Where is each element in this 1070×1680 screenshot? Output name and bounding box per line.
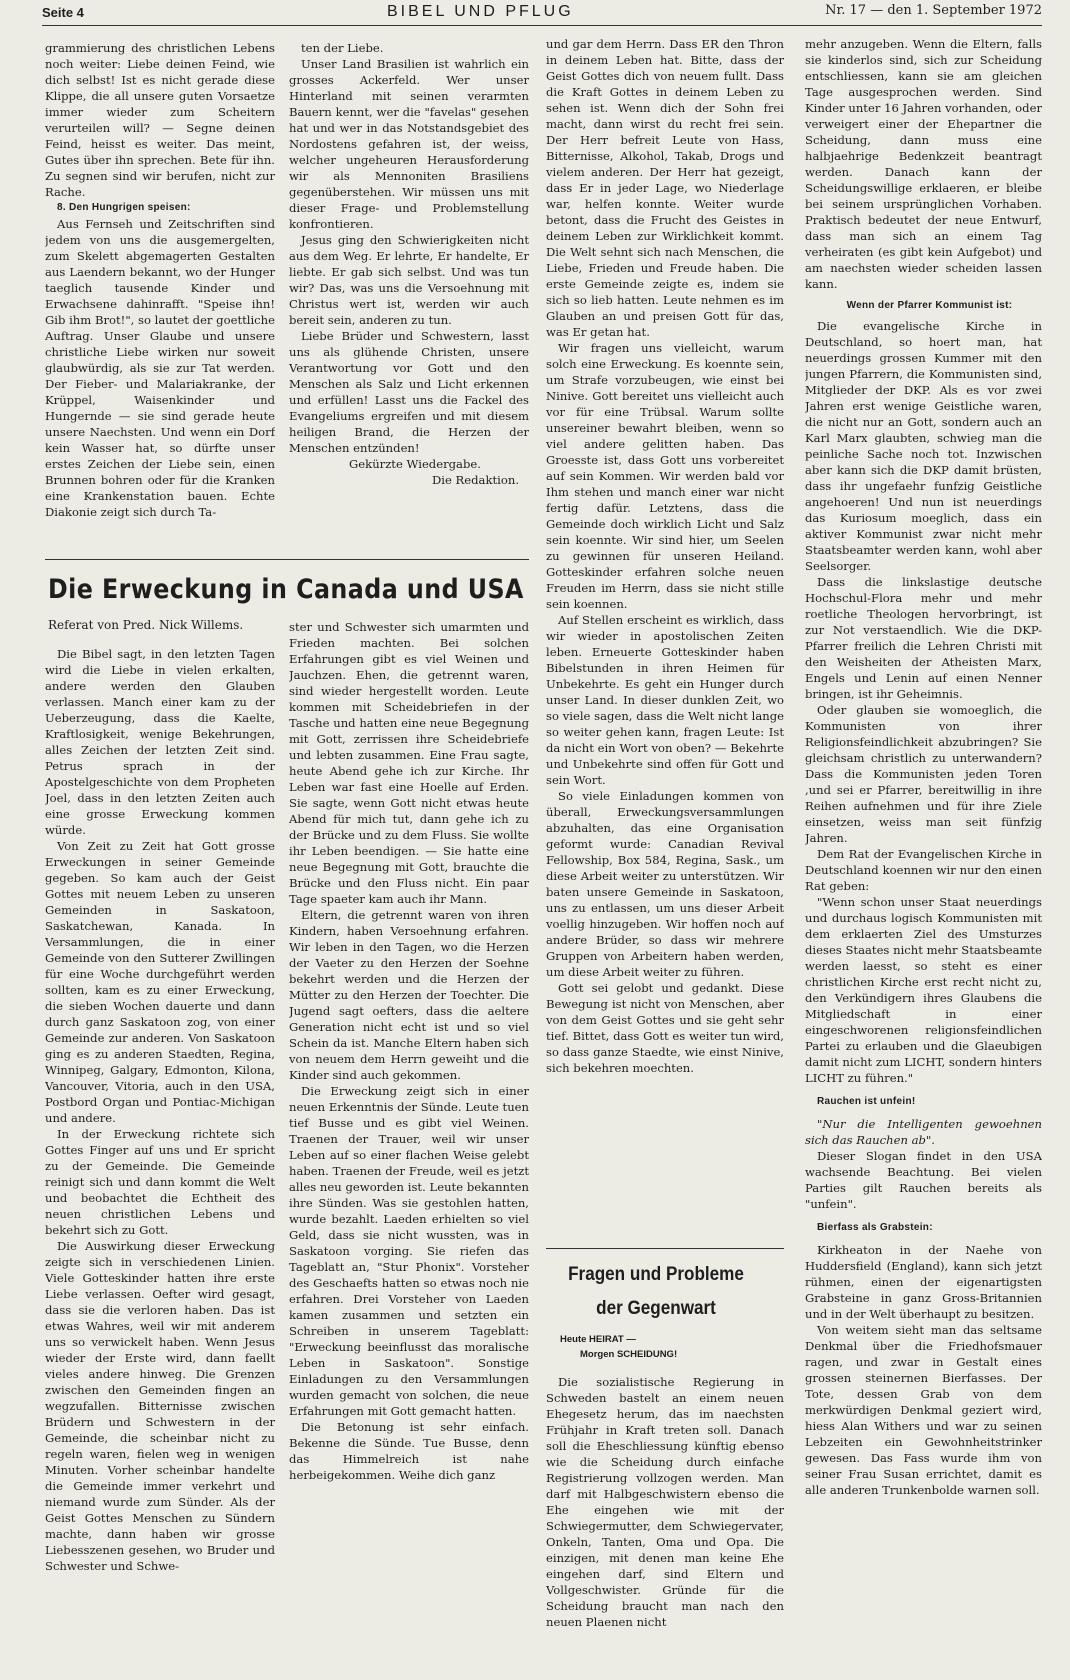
paragraph: Jesus ging den Schwierigkeiten nicht aus dem Weg. Er lehrte, Er handelte, Er liebte. Er gab sich selbst. Und was tun wir? Das, was uns die Versoehnung mit Christus wert ist, werden wir auch bereit sein, anderen zu tun.	[289, 233, 529, 327]
signature: Die Redaktion.	[432, 473, 519, 487]
paragraph: In der Erweckung richtete sich Gottes Finger auf uns und Er spricht zu der Gemeinde. Die Gemeinde reinigt sich und dann kommt die Welt und beobachtet die Echtheit des neuen christlichen Lebens und bekehrt sich zu Gott.	[45, 1127, 275, 1237]
article-headline: Die Erweckung in Canada und USA	[48, 574, 524, 605]
section-rule	[45, 559, 529, 560]
column-1-bottom	[45, 646, 275, 1650]
paragraph: Die Auswirkung dieser Erweckung zeigte sich in verschiedenen Linien. Viele Gotteskinder hatten ihre erste Liebe verlassen. Oefter wird gesagt, dass sie die verloren haben. Das ist etwas Wahres, weil wir mit anderem uns so verwickelt haben. Wenn Jesus wieder der Erste wird, dann faellt vieles andere hinweg. Die Grenzen zwischen den Gemeinden fingen an wegzufallen. Bitternisse zwischen Brüdern und Schwestern in der Gemeinde, die scheinbar nicht zu regeln waren, fielen weg in wenigen Minuten. Vorher scheinbar handelte die Gemeinde immer verkehrt und niemand wurde zum Sünder. Als der Geist Gottes Menschen zu Sündern machte, dann haben wir grosse Liebesszenen gesehen, wo Bruder und Schwester und Schwe-	[45, 1239, 275, 1573]
section-subhead: 8. Den Hungrigen speisen:	[57, 202, 191, 213]
section-subhead: Bierfass als Grabstein:	[817, 1222, 933, 1233]
box-subhead-1: Heute HEIRAT —	[560, 1334, 636, 1345]
paragraph: ster und Schwester sich umarmten und Frieden machten. Bei solchen Erfahrungen gibt es viel Weinen und Jauchzen. Ehen, die getrennt waren, sind wieder hergestellt worden. Leute kommen mit Scheidebriefen in der Tasche und hatten eine neue Begegnung mit Gott, zerrissen ihre Scheidebriefe und lebten zusammen. Eine Frau sagte, heute Abend gehe ich zur Kirche. Ihr Leben war fast eine Hoelle auf Erden. Sie sagte, wenn Gott nicht etwas heute Abend für mich tut, dann gehe ich zu der Brücke und zu dem Fluss. Sie wollte ihr Leben beendigen. — Sie hatte eine neue Begegnung mit Gott, brauchte die Brücke und den Fluss nicht. Ein paar Tage spaeter kam auch ihr Mann.	[289, 620, 529, 906]
box-rule	[546, 1248, 784, 1249]
paragraph: "Wenn schon unser Staat neuerdings und durchaus logisch Kommunisten mit dem erklaerten Ziel des Umsturzes dieses Staates nicht mehr Staatsbeamte werden laesst, so steht es einer christlichen Kirche erst recht nicht zu, den Verkündigern ihres Glaubens die Mitgliedschaft in einer eingeschworenen religionsfeindlichen Partei zu erlauben und die Glaeubigen damit nicht zum LICHT, sondern hinters LICHT zu führen."	[805, 895, 1042, 1085]
paragraph: Die sozialistische Regierung in Schweden bastelt an einem neuen Ehegesetz herum, das im naechsten Frühjahr in Kraft treten soll. Danach soll die Eheschliessung künftig ebenso wie die Scheidung durch einfache Registrierung vollzogen werden. Man darf mit Halbgeschwistern ebenso die Ehe eingehen wie mit der Schwiegermutter, dem Schwiegervater, Onkeln, Tanten, Oma und Opa. Die einzigen, mit denen man keine Ehe eingehen darf, sind Eltern und Vollgeschwister. Gründe für die Scheidung braucht man nach den neuen Plaenen nicht	[546, 1375, 784, 1629]
box-column	[546, 1374, 784, 1654]
paragraph: Liebe Brüder und Schwestern, lasst uns als glühende Christen, unsere Verantwortung vor Gott und den Menschen als Salz und Licht erkennen und erfüllen! Lasst uns die Fackel des Evangeliums ergreifen und mit diesem heiligen Brand, die Herzen der Menschen entzünden!	[289, 329, 529, 455]
paragraph: Wir fragen uns vielleicht, warum solch eine Erweckung. Es koennte sein, um Strafe vorzubeugen, wie einst bei Ninive. Gott bereitet uns vielleicht auch vor für eine Trübsal. Warum sollte unsereiner bewahrt bleiben, wenn so viel andere gelitten haben. Das Groesste ist, dass Gott uns vorbereitet auf sein Kommen. Wir werden bald vor Ihm stehen und manch einer war nicht fertig dafür. Letztens, dass die Gemeinde doch wirklich Licht und Salz sein koennte. Wir sind hier, um Seelen zu gewinnen für unseren Heiland. Gotteskinder erfahren solche neuen Freuden im Herrn, dass sie nicht stille sein koennen.	[546, 341, 784, 611]
paragraph: Die evangelische Kirche in Deutschland, so hoert man, hat neuerdings grossen Kummer mit den jungen Pfarrern, die Kommunisten sind, Mitglieder der DKP. Als es vor zwei Jahren erst wenige Geistliche waren, die nicht nur an Gott, sondern auch an Karl Marx glaubten, schwieg man die peinliche Sache noch tot. Inzwischen aber kann sich die DKP damit brüsten, dass ihr ungefaehr funfzig Geistliche angehoeren! Und nun ist neuerdings das Kuriosum moeglich, dass ein aktiver Kommunist zwar nicht mehr Staatsbeamter werden kann, wohl aber Seelsorger.	[805, 319, 1042, 573]
issue-date: Nr. 17 — den 1. September 1972	[825, 3, 1042, 18]
section-subhead: Rauchen ist unfein!	[817, 1096, 916, 1107]
box-title-line-2: der Gegenwart	[596, 1298, 716, 1319]
column-4	[805, 36, 1042, 1654]
paragraph: Die Erweckung zeigt sich in einer neuen Erkenntnis der Sünde. Leute tuen tief Busse und es gibt viel Weinen. Traenen der Trauer, weil wir unser Leben auf so einer flachen Weise gelebt haben. Traenen der Freude, weil es jetzt alles neu geworden ist. Leute bekannten ihre Sünden. Was sie gestohlen hatten, wurde bezahlt. Laeden erhielten so viel Geld, dass sie nicht wussten, was in Saskatoon vorging. Sie riefen das Tageblatt an, "Stur Phonix". Vorsteher des Geschaefts hatten so etwas noch nie erfahren. Drei Vorsteher von Laeden kamen zusammen und setzten ein Schreiben in unserem Tageblatt: "Erweckung beeinflusst das moralische Leben in Saskatoon". Sonstige Einladungen zu den Versammlungen wurden gemacht von solchen, die neue Erfahrungen mit Gott gemacht hatten.	[289, 1084, 529, 1418]
paragraph: ten der Liebe.	[301, 41, 384, 55]
paragraph: und gar dem Herrn. Dass ER den Thron in deinem Leben hat. Bitte, dass der Geist Gottes dich von neuem fullt. Dass die Kraft Gottes in deinem Leben zu sehen ist. Wenn dich der Sohn frei macht, dann wirst du recht frei sein. Der Herr befreit Leute von Hass, Bitternisse, Alkohol, Takab, Drogs und vielem anderen. Der Herr hat gezeigt, dass Er in jeder Lage, wo Niederlage war, helfen konnte. Weiter wurde betont, dass die Frucht des Geistes in deinem Leben zur Wirklichkeit kommt. Die Welt sehnt sich nach Menschen, die Liebe, Frieden und Freude haben. Die erste Gemeinde zeigte es, indem sie sich so lieb hatten. Leute nehmen es im Glauben an und preisen Gott für das, was Er getan hat.	[546, 37, 784, 339]
masthead-rule	[42, 25, 1042, 26]
paragraph: Gott sei gelobt und gedankt. Diese Bewegung ist nicht von Menschen, aber von dem Geist Gottes und sie geht sehr tief. Bittet, dass Gott es weiter tun wird, so dass ganze Staedte, wie einst Ninive, sich bekehren moechten.	[546, 981, 784, 1075]
paragraph: Dass die linkslastige deutsche Hochschul-Flora mehr und mehr roetliche Theologen hervorbringt, ist zur Not verstaendlich. Wie die DKP-Pfarrer freilich die Lehren Christi mit den Weisheiten der Atheisten Marx, Engels und Lenin auf einen Nenner bringen, ist ihr Geheimnis.	[805, 575, 1042, 701]
paragraph: Die Betonung ist sehr einfach. Bekenne die Sünde. Tue Busse, denn das Himmelreich ist nahe herbeigekommen. Weihe dich ganz	[289, 1420, 529, 1482]
box-subhead-2: Morgen SCHEIDUNG!	[580, 1349, 678, 1360]
column-2-bottom	[289, 619, 529, 1650]
paragraph: mehr anzugeben. Wenn die Eltern, falls sie kinderlos sind, sich zur Scheidung entschliessen, kann sie am gleichen Tage ausgesprochen werden. Sind Kinder unter 16 Jahren vorhanden, oder verweigert einer der Ehepartner die Scheidung, dann muss eine halbjaehrige Bedenkzeit beantragt werden. Danach kann der Scheidungswillige erklaeren, er bleibe bei seinem ursprünglichen Vorhaben. Praktisch bedeutet der neue Entwurf, dass man sich an einem Tag verheiraten (es gibt kein Aufgebot) und am naechsten wieder scheiden lassen kann.	[805, 37, 1042, 291]
paragraph: Aus Fernseh und Zeitschriften sind jedem von uns die ausgemergelten, zum Skelett abgemagerten Gestalten aus Laendern bekannt, wo der Hunger taeglich tausende Kinder und Erwachsene dahinrafft. "Speise ihn! Gib ihm Brot!", so lautet der goettliche Auftrag. Unser Glaube und unsere christliche Liebe wirken nur soweit glaubwürdig, als sie zur Tat werden. Der Fieber- und Malariakranke, der Krüppel, Waisenkinder und Hungernde — sie sind gerade heute unsere Naechsten. Und wenn ein Dorf kein Wasser hat, so dürfte unser erstes Zeichen der Liebe sein, einen Brunnen bohren oder für die Kranken eine Krankenstation bauen. Echte Diakonie zeigt sich durch Ta-	[45, 217, 275, 519]
page-number: Seite 4	[42, 5, 84, 20]
column-2-top	[289, 40, 529, 552]
paragraph: So viele Einladungen kommen von überall, Erweckungsversammlungen abzuhalten, das eine Organisation geformt wurde: Canadian Revival Fellowship, Box 584, Regina, Sask., um diese Arbeit weiter zu unterstützen. Wir baten unsere Gemeinde in Saskatoon, uns zu entlassen, um uns dieser Arbeit voellig hinzugeben. Wir hoffen noch auf andere Brüder, so dass wir mehrere Gruppen von Arbeitern haben werden, um diese Arbeit weiter zu führen.	[546, 789, 784, 979]
paragraph: Von weitem sieht man das seltsame Denkmal über die Friedhofsmauer ragen, und zwar in Gestalt eines grossen steinernen Bierfasses. Der Tote, dessen Grab von dem merkwürdigen Denkmal geziert wird, hiess Alan Withers und war zu seinen Lebzeiten ein Gewohnheitstrinker gewesen. Das Fass wurde ihm von seiner Frau Susan errichtet, damit es alle anderen Trunkenbolde warnen soll.	[805, 1323, 1042, 1497]
masthead	[42, 3, 1042, 25]
paragraph: Kirkheaton in der Naehe von Huddersfield (England), kann sich jetzt rühmen, einen der eigenartigsten Grabsteine in ganz Gross-Britannien und in der Welt überhaupt zu besitzen.	[805, 1243, 1042, 1321]
article-byline: Referat von Pred. Nick Willems.	[48, 618, 244, 632]
paragraph: Unser Land Brasilien ist wahrlich ein grosses Ackerfeld. Wer unser Hinterland mit seinen verarmten Bauern kennt, wer die "favelas" gesehen hat und wer in das Notstandsgebiet des Nordostens gefahren ist, der weiss, welcher ungeheuren Herausforderung wir als Mennoniten Brasiliens gegenüberstehen. Wir müssen uns mit dieser Frage- und Problemstellung konfrontieren.	[289, 57, 529, 231]
paragraph: Von Zeit zu Zeit hat Gott grosse Erweckungen in seiner Gemeinde gegeben. So kam auch der Geist Gottes mit neuem Leben zu unseren Gemeinden in Saskatoon, Saskatchewan, Kanada. In Versammlungen, die in einer Gemeinde von den Sutterer Zwillingen für eine Woche durchgeführt werden sollten, kam es zu einer Erweckung, die sieben Wochen dauerte und dann durch ganz Saskatoon zog, von einer Gemeinde zur anderen. Von Saskatoon ging es zu anderen Staedten, Regina, Winnipeg, Galgary, Edmonton, Kilona, Vancouver, Vitoria, auch in den USA, Postbord Organ und Pontiac-Michigan und andere.	[45, 839, 275, 1125]
paragraph: Dem Rat der Evangelischen Kirche in Deutschland koennen wir nur den einen Rat geben:	[805, 847, 1042, 893]
paragraph: Eltern, die getrennt waren von ihren Kindern, haben Versoehnung erfahren. Wir leben in den Tagen, wo die Herzen der Vaeter zu den Herzen der Soehne bekehrt werden und die Herzen der Mütter zu den Herzen der Toechter. Die Jugend sagt oefters, dass die aeltere Generation nicht echt ist und so viel Schein da ist. Manche Eltern haben sich von neuem dem Herrn geweiht und die Kinder sind auch gekommen.	[289, 908, 529, 1082]
column-3	[546, 36, 784, 1234]
paragraph: Dieser Slogan findet in den USA wachsende Beachtung. Bei vielen Parties gilt Rauchen bereits als "unfein".	[805, 1149, 1042, 1211]
box-title-line-1: Fragen und Probleme	[568, 1264, 744, 1285]
paragraph: grammierung des christlichen Lebens noch weiter: Liebe deinen Feind, wie dich selbst! Ist es nicht gerade diese Klippe, die all unsere guten Vorsaetze immer wieder zum Scheitern verurteilen will? — Segne deinen Feind, heisst es weiter. Das meint, Gutes über ihn sprechen. Bete für ihn. Zu segnen sind wir berufen, nicht zur Rache.	[45, 41, 275, 199]
paragraph: Auf Stellen erscheint es wirklich, dass wir wieder in apostolischen Zeiten leben. Erneuerte Gotteskinder haben Bibelstunden in ihren Heimen für Unbekehrte. Es geht ein Hunger durch unser Land. In dieser dunklen Zeit, wo so viele sagen, dass die Welt nicht lange so weiter gehen kann, fragen Leute: Ist da nicht ein Wort von oben? — Bekehrte und Unbekehrte sind offen für Gott und sein Wort.	[546, 613, 784, 787]
column-1-top	[45, 40, 275, 552]
section-subhead: Wenn der Pfarrer Kommunist ist:	[846, 300, 1013, 311]
note: Gekürzte Wiedergabe.	[349, 457, 481, 471]
paragraph: Oder glauben sie womoeglich, die Kommunisten von ihrer Religionsfeindlichkeit abzubringen? Sie gleichsam christlich zu unterwandern? Dass die Kommunisten jeden Toren ,und sei er Pfarrer, bereitwillig in ihre Reihen aufnehmen und für ihre Ziele einsetzen, weiss man seit fünfzig Jahren.	[805, 703, 1042, 845]
paragraph: Die Bibel sagt, in den letzten Tagen wird die Liebe in vielen erkalten, andere werden den Glauben verlassen. Manch einer kam zu der Ueberzeugung, dass die Kaelte, Kraftlosigkeit, wenige Bekehrungen, alles Zeichen der letzten Zeit sind. Petrus sprach in der Apostelgeschichte von dem Propheten Joel, dass in den letzten Zeiten auch eine grosse Erweckung kommen würde.	[45, 647, 275, 837]
newspaper-title: BIBEL UND PFLUG	[387, 3, 574, 20]
slogan: "Nur die Intelligenten gewoehnen sich das Rauchen ab".	[805, 1117, 1042, 1147]
